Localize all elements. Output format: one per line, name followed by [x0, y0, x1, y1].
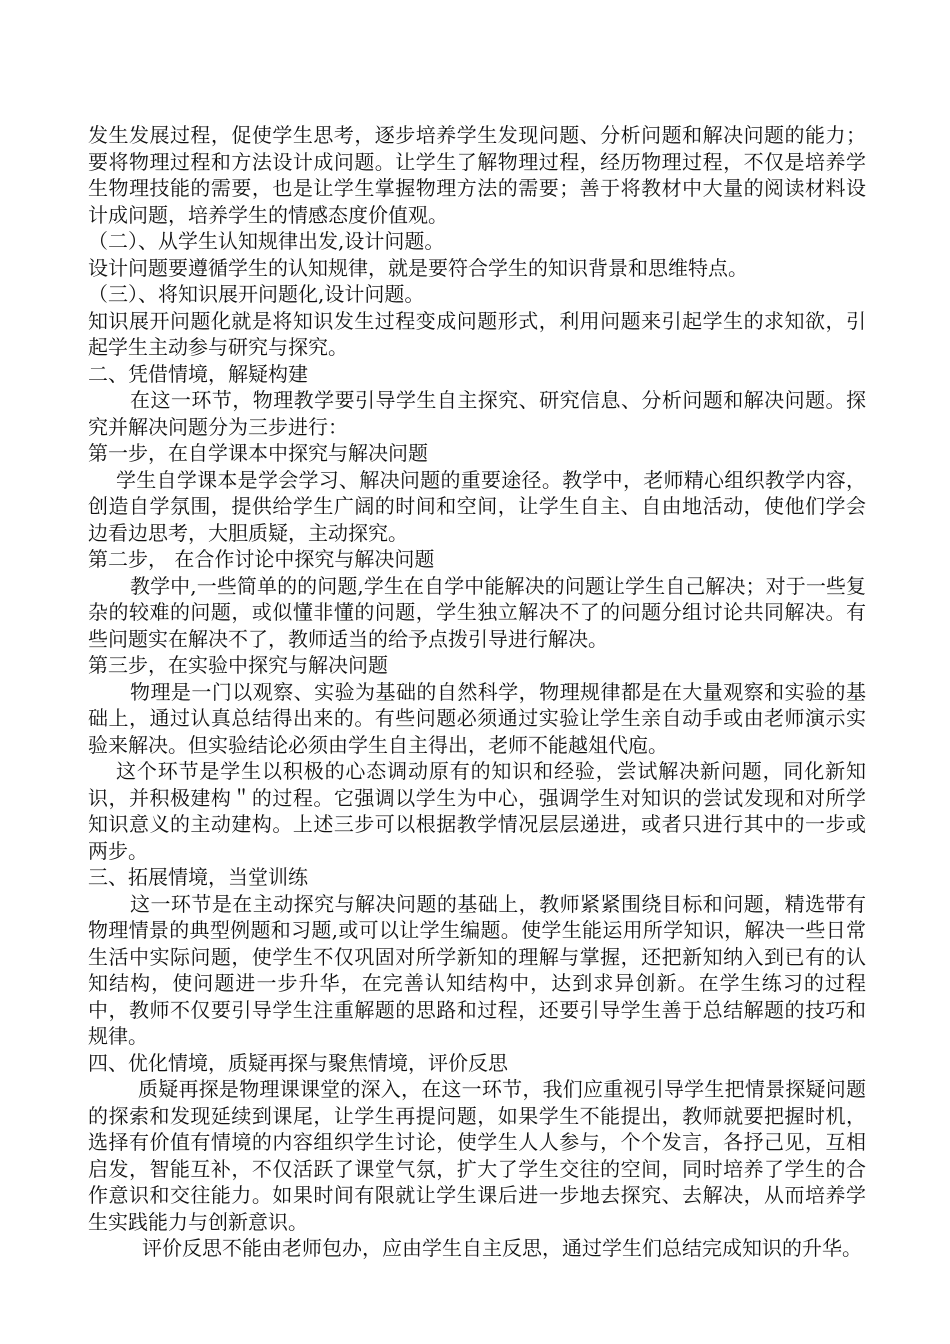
subheading-3: （三）、将知识展开问题化,设计问题。: [88, 282, 425, 306]
paragraph-step-3: 物理是一门以观察、实验为基础的自然科学，物理规律都是在大量观察和实验的基础上，通过认真总结得出来的。有些问题必须通过实验让学生亲自动手或由老师演示实验来解决。但实验结论必须由学生自主得出，老师不能越俎代庖。: [88, 679, 866, 757]
paragraph-section-4-evaluation: 评价反思不能由老师包办，应由学生自主反思，通过学生们总结完成知识的升华。: [142, 1236, 862, 1260]
paragraph-step-summary: 这个环节是学生以积极的心态调动原有的知识和经验，尝试解决新问题，同化新知识，并积极建构＂的过程。它强调以学生为中心，强调学生对知识的尝试发现和对所学知识意义的主动建构。上述三步可以根据教学情况层层递进，或者只进行其中的一步或两步。: [88, 759, 866, 863]
subheading-2: （二）、从学生认知规律出发,设计问题。: [88, 229, 445, 253]
paragraph-step-1: 学生自学课本是学会学习、解决问题的重要途径。教学中，老师精心组织教学内容，创造自学氛围，提供给学生广阔的时间和空间，让学生自主、自由地活动，使他们学会边看边思考，大胆质疑，主动探究。: [88, 467, 866, 545]
paragraph-section-3: 这一环节是在主动探究与解决问题的基础上，教师紧紧围绕目标和问题，精选带有物理情景的典型例题和习题,或可以让学生编题。使学生能运用所学知识，解决一些日常生活中实际问题，使学生不仅巩固对所学新知的理解与掌握，还把新知纳入到已有的认知结构，使问题进一步升华，在完善认知结构中，达到求异创新。在学生练习的过程中，教师不仅要引导学生注重解题的思路和过程，还要引导学生善于总结解题的技巧和规律。: [88, 891, 866, 1048]
paragraph-intro: 发生发展过程，促使学生思考，逐步培养学生发现问题、分析问题和解决问题的能力；要将物理过程和方法设计成问题。让学生了解物理过程，经历物理过程，不仅是培养学生物理技能的需要，也是让学生掌握物理方法的需要；善于将教材中大量的阅读材料设计成问题，培养学生的情感态度价值观。: [88, 123, 866, 227]
paragraph-subheading-3-body: 知识展开问题化就是将知识发生过程变成问题形式，利用问题来引起学生的求知欲，引起学生主动参与研究与探究。: [88, 308, 866, 359]
section-heading-2: 二、凭借情境，解疑构建: [88, 361, 308, 386]
step-heading-2: 第二步， 在合作讨论中探究与解决问题: [88, 547, 435, 571]
section-heading-4: 四、优化情境，质疑再探与聚焦情境，评价反思: [88, 1050, 508, 1075]
paragraph-section-2-intro: 在这一环节，物理教学要引导学生自主探究、研究信息、分析问题和解决问题。探究并解决问题分为三步进行：: [88, 388, 866, 439]
section-heading-3: 三、拓展情境，当堂训练: [88, 865, 308, 889]
paragraph-section-4-questioning: 质疑再探是物理课课堂的深入，在这一环节，我们应重视引导学生把情景探疑问题的探索和发现延续到课尾，让学生再提问题，如果学生不能提出，教师就要把握时机，选择有价值有情境的内容组织学生讨论，使学生人人参与，个个发言，各抒己见，互相启发，智能互补，不仅活跃了课堂气氛，扩大了学生交往的空间，同时培养了学生的合作意识和交往能力。如果时间有限就让学生课后进一步地去探究、去解决，从而培养学生实践能力与创新意识。: [88, 1077, 866, 1234]
step-heading-1: 第一步，在自学课本中探究与解决问题: [88, 441, 428, 465]
paragraph-subheading-2-body: 设计问题要遵循学生的认知规律，就是要符合学生的知识背景和思维特点。: [88, 255, 748, 280]
step-heading-3: 第三步，在实验中探究与解决问题: [88, 653, 388, 677]
paragraph-step-2: 教学中,一些简单的的问题,学生在自学中能解决的问题让学生自己解决；对于一些复杂的较难的问题，或似懂非懂的问题，学生独立解决不了的问题分组讨论共同解决。有些问题实在解决不了，教师适当的给予点拨引导进行解决。: [88, 573, 866, 651]
document-body: [88, 122, 866, 1262]
